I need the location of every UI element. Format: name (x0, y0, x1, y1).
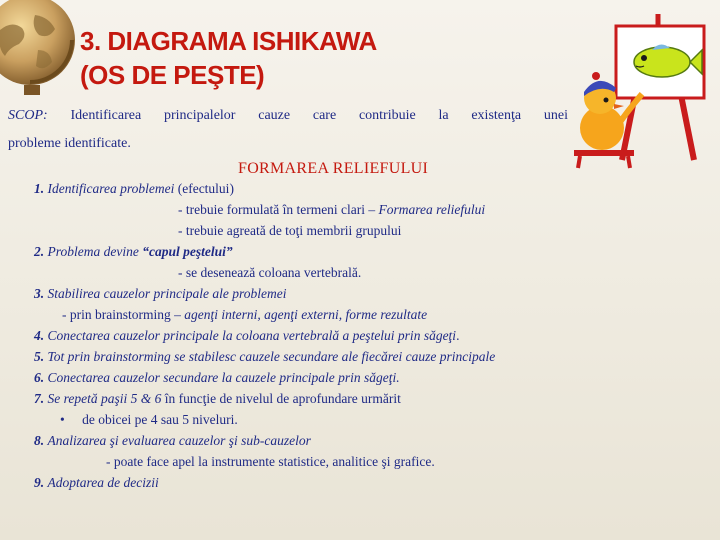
scope-line1 (8, 106, 568, 125)
step-quote: “capul peştelui” (142, 244, 233, 259)
step-4 (34, 327, 459, 345)
detail-text: - trebuie agreată de toţi membrii grupului (178, 223, 402, 238)
step-title: Tot prin brainstorming se stabilesc cauzele secundare ale fiecărei cauze principale (47, 349, 496, 364)
step-title: Stabilirea cauzelor principale ale problemei (47, 286, 287, 301)
scope-statement (8, 106, 568, 153)
detail-emphasis: Formarea reliefului (378, 202, 486, 217)
step-number: 3. (34, 286, 45, 301)
slide-title-line1: 3. DIAGRAMA ISHIKAWA (80, 26, 377, 56)
slide-title-line2: (OS DE PEŞTE) (80, 60, 265, 90)
step-1-detail (178, 201, 485, 219)
detail-text: - se desenează coloana vertebrală. (178, 265, 362, 280)
step-title: Conectarea cauzelor principale la coloana vertebrală a peştelui prin săgeţi (47, 328, 457, 343)
step-7 (34, 390, 401, 408)
step-8 (34, 432, 311, 450)
bullet-icon: • (60, 412, 65, 427)
step-note: în funcţie de nivelul de aprofundare urmărit (161, 391, 401, 406)
step-note: . (456, 328, 460, 343)
scope-word: Identificarea (70, 108, 142, 123)
step-number: 8. (34, 433, 45, 448)
step-2 (34, 243, 233, 261)
detail-text: - prin brainstorming – (62, 307, 185, 322)
scope-word: principalelor (163, 108, 236, 123)
step-title: Conectarea cauzelor secundare la cauzele principale prin săgeţi. (47, 370, 400, 385)
step-9 (34, 474, 159, 492)
step-number: 1. (34, 181, 45, 196)
step-3-detail (62, 306, 427, 324)
step-number: 9. (34, 475, 45, 490)
step-note: (efectului) (174, 181, 234, 196)
step-1 (34, 180, 234, 198)
step-title: Analizarea şi evaluarea cauzelor şi sub-cauzelor (47, 433, 311, 448)
step-8-detail (106, 453, 435, 471)
step-3 (34, 285, 286, 303)
step-title: Adoptarea de decizii (47, 475, 159, 490)
step-5 (34, 348, 495, 366)
scope-word: contribuie (358, 108, 416, 123)
scope-word: care (312, 108, 337, 123)
step-number: 7. (34, 391, 45, 406)
step-title: Problema devine (47, 244, 143, 259)
section-heading: FORMAREA RELIEFULUI (238, 160, 429, 177)
step-title: Se repetă paşii 5 & 6 (47, 391, 162, 406)
step-2-detail (178, 264, 361, 282)
step-1-detail (178, 222, 401, 240)
step-7-detail (60, 411, 238, 429)
step-number: 4. (34, 328, 45, 343)
fish-easel-illustration (566, 10, 716, 170)
step-number: 5. (34, 349, 45, 364)
detail-text: - trebuie formulată în termeni clari – (178, 202, 379, 217)
detail-text: - poate face apel la instrumente statistice, analitice şi grafice. (106, 454, 435, 469)
step-6 (34, 369, 400, 387)
detail-emphasis: agenţi interni, agenţi externi, forme rezultate (184, 307, 428, 322)
step-number: 6. (34, 370, 45, 385)
detail-text: de obicei pe 4 sau 5 niveluri. (82, 412, 238, 427)
scope-word: existenţa (471, 108, 522, 123)
scope-word: la (438, 108, 449, 123)
globe-icon (0, 0, 80, 100)
scope-word: unei (543, 108, 568, 123)
scope-word: cauze (258, 108, 291, 123)
step-title: Identificarea problemei (47, 181, 175, 196)
scope-line2: probleme identificate. (8, 136, 131, 151)
scope-label: SCOP: (8, 108, 48, 123)
step-number: 2. (34, 244, 45, 259)
